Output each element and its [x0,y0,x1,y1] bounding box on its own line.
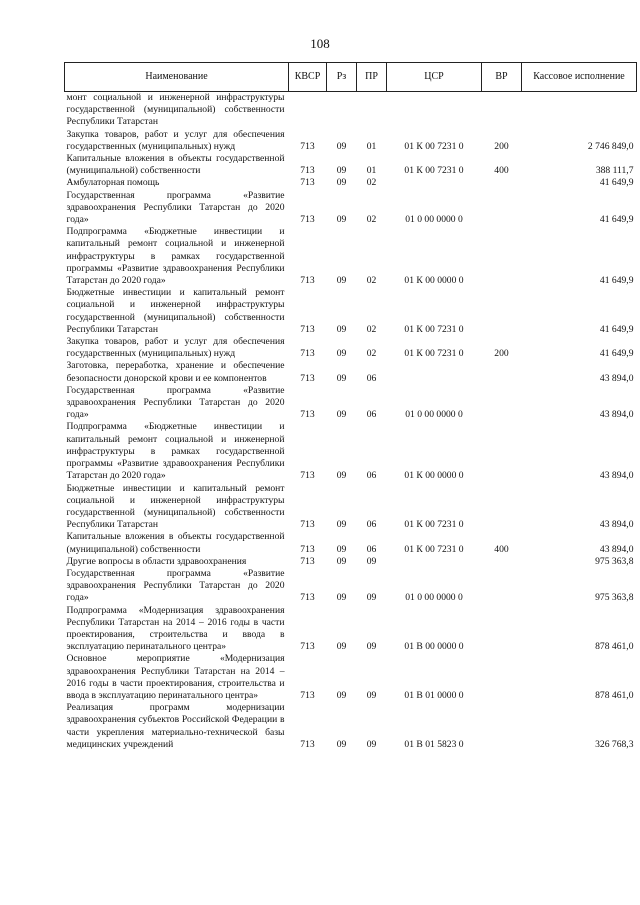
table-cell-name: Закупка товаров, работ и услуг для обеспечения государственных (муниципальных) нужд [66,128,285,152]
table-cell-rz: 09 [336,140,347,152]
table-cell-amount: 41 649,9 [599,323,634,335]
table-cell-csr: 01 К 00 0000 0 [404,275,464,287]
table-cell-csr: 01 К 00 7231 0 [404,348,464,360]
table-cell-csr: 01 К 00 7231 0 [404,165,464,177]
table-cell-rz: 09 [336,641,347,653]
table-cell-vr: 200 [494,348,509,360]
table-cell-amount: 326 768,3 [595,738,634,750]
table-cell-csr: 01 В 01 0000 0 [404,689,464,701]
table-row [65,226,637,287]
budget-table [64,62,637,751]
table-cell-amount: 975 363,8 [595,555,634,567]
table-cell-csr: 01 В 01 5823 0 [404,738,464,750]
table-cell-pr: 06 [366,470,377,482]
table-cell-vr [482,483,522,532]
table-row [65,556,637,568]
table-cell-vr [482,653,522,702]
table-cell-kvsr: 713 [300,323,315,335]
table-row [65,531,637,555]
table-cell-csr [387,177,482,189]
table-cell-pr: 01 [366,140,377,152]
table-cell-amount: 878 461,0 [595,689,634,701]
table-cell-kvsr: 713 [300,140,315,152]
table-cell-name: Амбулаторная помощь [66,177,160,189]
table-row [65,336,637,360]
header-vr: ВР [482,63,522,92]
table-cell-rz: 09 [336,519,347,531]
table-header-row [65,63,637,92]
table-row [65,129,637,153]
table-cell-amount: 41 649,9 [599,348,634,360]
table-cell-pr: 02 [366,214,377,226]
table-cell-pr: 01 [366,165,377,177]
table-cell-amount: 43 894,0 [599,409,634,421]
table-cell-csr: 01 К 00 7231 0 [404,519,464,531]
table-cell-rz [327,92,357,129]
table-row [65,153,637,177]
table-cell-vr [482,702,522,751]
table-cell-name: Подпрограмма «Бюджетные инвестиции и капитальный ремонт социальной и инженерной инфраструктуры в рамках государственной программы «Развитие здравоохранения Республики Татарстан до 2020 года» [66,226,285,287]
table-cell-vr [482,568,522,605]
table-cell-csr: 01 В 00 0000 0 [404,641,464,653]
table-cell-kvsr [289,92,327,129]
table-cell-rz: 09 [336,165,347,177]
table-cell-name: Государственная программа «Развитие здравоохранения Республики Татарстан до 2020 года» [66,384,285,421]
table-cell-rz: 09 [336,323,347,335]
table-cell-rz: 09 [336,372,347,384]
table-cell-vr [482,556,522,568]
table-cell-kvsr: 713 [300,275,315,287]
table-cell-pr: 09 [366,641,377,653]
table-cell-csr: 01 К 00 7231 0 [404,543,464,555]
table-cell-amount: 43 894,0 [599,470,634,482]
table-cell-pr: 09 [366,592,377,604]
table-cell-rz: 09 [336,409,347,421]
table-cell-name: Подпрограмма «Бюджетные инвестиции и капитальный ремонт социальной и инженерной инфраструктуры в рамках государственной программы «Развитие здравоохранения Республики Татарстан до 2020 года» [66,421,285,482]
header-kvsr: КВСР [289,63,327,92]
table-cell-pr: 02 [366,348,377,360]
table-cell-amount: 878 461,0 [595,641,634,653]
table-cell-amount: 43 894,0 [599,372,634,384]
table-cell-name: Бюджетные инвестиции и капитальный ремонт социальной и инженерной инфраструктуры государственной (муниципальной) собственности Республики Татарстан [66,287,285,335]
table-cell-vr: 400 [494,543,509,555]
table-row [65,421,637,482]
table-cell-pr: 06 [366,409,377,421]
table-cell-kvsr: 713 [300,555,315,567]
table-cell-csr: 01 0 00 0000 0 [405,592,463,604]
header-amount: Кассовое исполнение [522,63,637,92]
table-cell-rz: 09 [336,275,347,287]
table-cell-kvsr: 713 [300,372,315,384]
table-cell-kvsr: 713 [300,641,315,653]
table-cell-vr [482,287,522,336]
header-name: Наименование [65,63,289,92]
table-cell-kvsr: 713 [300,177,315,189]
table-body [65,92,637,751]
table-cell-name: Основное мероприятие «Модернизация здравоохранения Республики Татарстан на 2014 – 2016 годы в части проектирования, строительства и ввода в эксплуатацию перинатального центра» [66,653,285,701]
table-cell-amount: 388 111,7 [595,165,634,177]
table-row [65,605,637,654]
table-cell-amount: 41 649,9 [599,214,634,226]
table-cell-amount: 43 894,0 [599,543,634,555]
table-cell-vr [482,360,522,384]
table-cell-kvsr: 713 [300,689,315,701]
table-cell-vr [482,605,522,654]
table-cell-kvsr: 713 [300,543,315,555]
header-pr: ПР [357,63,387,92]
table-cell-csr: 01 К 00 0000 0 [404,470,464,482]
table-cell-csr: 01 К 00 7231 0 [404,323,464,335]
header-rz: Рз [327,63,357,92]
table-row [65,287,637,336]
table-cell-name: Закупка товаров, работ и услуг для обеспечения государственных (муниципальных) нужд [66,336,285,360]
table-cell-name: Государственная программа «Развитие здравоохранения Республики Татарстан до 2020 года» [66,189,285,226]
table-cell-csr: 01 0 00 0000 0 [405,214,463,226]
table-cell-csr [387,360,482,384]
table-cell-rz: 09 [336,738,347,750]
table-cell-rz: 09 [336,543,347,555]
table-row [65,92,637,129]
table-cell-csr [387,556,482,568]
table-cell-vr [482,226,522,287]
table-row [65,702,637,751]
table-cell-vr: 200 [494,140,509,152]
table-cell-name: Заготовка, переработка, хранение и обеспечение безопасности донорской крови и ее компонентов [66,360,285,384]
table-cell-amount: 41 649,9 [599,275,634,287]
table-row [65,360,637,384]
table-cell-kvsr: 713 [300,348,315,360]
table-cell-name: монт социальной и инженерной инфраструктуры государственной (муниципальной) собственности Республики Татарстан [66,92,285,128]
table-cell-csr [387,92,482,129]
table-row [65,177,637,189]
table-cell-name: Государственная программа «Развитие здравоохранения Республики Татарстан до 2020 года» [66,567,285,604]
table-cell-kvsr: 713 [300,738,315,750]
table-cell-pr: 02 [366,177,377,189]
table-cell-name: Бюджетные инвестиции и капитальный ремонт социальной и инженерной инфраструктуры государственной (муниципальной) собственности Республики Татарстан [66,482,285,531]
table-cell-rz: 09 [336,689,347,701]
table-cell-pr: 09 [366,738,377,750]
header-csr: ЦСР [387,63,482,92]
table-cell-vr: 400 [494,165,509,177]
table-cell-rz: 09 [336,177,347,189]
table-row [65,568,637,605]
table-cell-vr [482,385,522,422]
table-cell-name: Реализация программ модернизации здравоохранения субъектов Российской Федерации в части укрепления материально-технической базы медицинских учреждений [66,702,285,750]
table-cell-rz: 09 [336,348,347,360]
table-cell-rz: 09 [336,214,347,226]
table-cell-pr: 06 [366,543,377,555]
table-cell-name: Другие вопросы в области здравоохранения [66,555,247,567]
table-cell-kvsr: 713 [300,214,315,226]
table-cell-name: Капитальные вложения в объекты государственной (муниципальной) собственности [66,531,285,555]
table-cell-vr [482,190,522,227]
table-cell-vr [482,177,522,189]
table-cell-csr: 01 0 00 0000 0 [405,409,463,421]
table-cell-rz: 09 [336,592,347,604]
table-cell-rz: 09 [336,470,347,482]
table-row [65,385,637,422]
table-cell-csr: 01 К 00 7231 0 [404,140,464,152]
table-cell-pr: 09 [366,689,377,701]
table-cell-name: Капитальные вложения в объекты государственной (муниципальной) собственности [66,153,285,177]
table-row [65,653,637,702]
table-cell-kvsr: 713 [300,519,315,531]
table-cell-amount [522,92,637,129]
table-cell-pr: 06 [366,372,377,384]
table-row [65,483,637,532]
table-cell-vr [482,92,522,129]
table-cell-amount: 43 894,0 [599,519,634,531]
table-cell-kvsr: 713 [300,470,315,482]
table-row [65,190,637,227]
table-cell-amount: 975 363,8 [595,592,634,604]
table-cell-pr: 06 [366,519,377,531]
table-cell-name: Подпрограмма «Модернизация здравоохранения Республики Татарстан на 2014 – 2016 годы в части проектирования, строительства и ввода в эксплуатацию перинатального центра» [66,604,285,653]
table-cell-pr: 09 [366,555,377,567]
table-cell-amount: 2 746 849,0 [587,140,634,152]
table-cell-kvsr: 713 [300,409,315,421]
page-number: 108 [310,36,330,51]
table-cell-pr: 02 [366,275,377,287]
table-cell-rz: 09 [336,555,347,567]
table-cell-pr [357,92,387,129]
table-cell-kvsr: 713 [300,165,315,177]
table-cell-amount: 41 649,9 [599,177,634,189]
table-cell-pr: 02 [366,323,377,335]
table-cell-vr [482,421,522,482]
table-cell-kvsr: 713 [300,592,315,604]
